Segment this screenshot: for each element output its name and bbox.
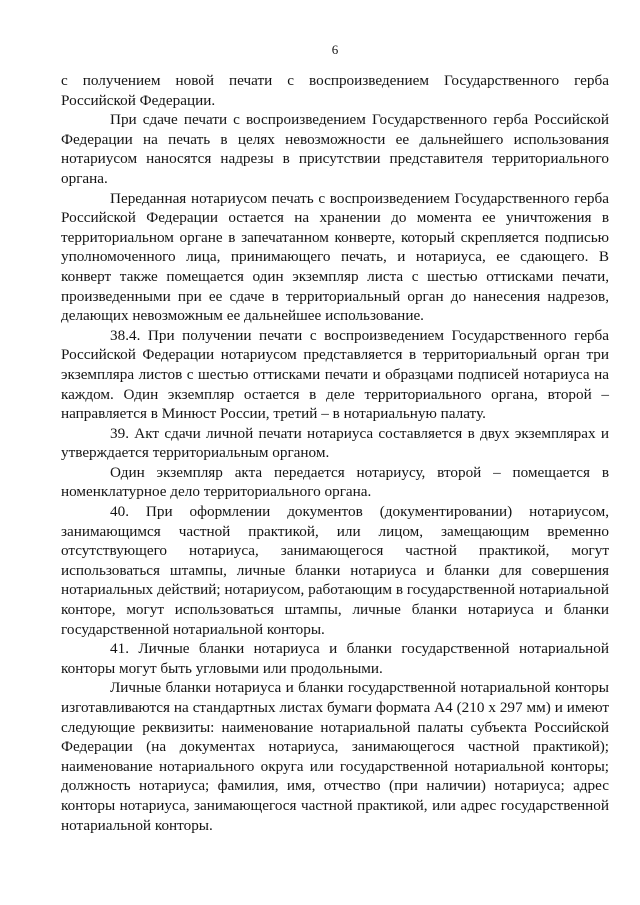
- paragraph-40: 40. При оформлении документов (документировании) нотариусом, занимающимся частной практикой, или лицом, замещающим временно отсутствующего нотариуса, занимающегося частной практикой, могут использоваться штампы, личные бланки нотариуса и бланки для совершения нотариальных действий; нотариусом, работающим в государственной нотариальной конторе, могут использоваться штампы, личные бланки нотариуса и бланки государственной нотариальной конторы.: [61, 503, 609, 638]
- paragraph-seal-storage: Переданная нотариусом печать с воспроизведением Государственного герба Российской Федерации остается на хранении до момента ее уничтожения в территориальном органе в запечатанном конверте, который скрепляется подписью уполномоченного лица, принимающего печать, и нотариуса, ее сдающего. В конверт также помещается один экземпляр листа с шестью оттисками печати, произведенными при ее сдаче в территориальный орган до нанесения надрезов, делающих невозможным ее дальнейшее использование.: [61, 189, 609, 325]
- paragraph-seal-handover: При сдаче печати с воспроизведением Государственного герба Российской Федерации на печать в целях невозможности ее дальнейшего использования нотариусом наносятся надрезы в присутствии представителя территориального органа.: [61, 111, 609, 187]
- paragraph-letterhead-requisites: Личные бланки нотариуса и бланки государственной нотариальной конторы изготавливаются на стандартных листах бумаги формата А4 (210 x 297 мм) и имеют следующие реквизиты: наименование нотариальной палаты субъекта Российской Федерации (на документах нотариуса, занимающегося частной практикой); наименование нотариального округа или государственной нотариальной конторы; должность нотариуса; фамилия, имя, отчество (при наличии) нотариуса; адрес конторы нотариуса, занимающегося частной практикой, или адрес государственной нотариальной конторы.: [61, 679, 609, 834]
- page-number: 6: [331, 42, 339, 57]
- paragraph-39: 39. Акт сдачи личной печати нотариуса составляется в двух экземплярах и утверждается территориальным органом.: [61, 424, 609, 462]
- paragraph-act-copy: Один экземпляр акта передается нотариусу, второй – помещается в номенклатурное дело территориального органа.: [61, 463, 609, 501]
- paragraph-continuation: с получением новой печати с воспроизведением Государственного герба Российской Федерации.: [61, 72, 609, 109]
- paragraph-41: 41. Личные бланки нотариуса и бланки государственной нотариальной конторы могут быть угловыми или продольными.: [61, 640, 609, 677]
- paragraph-38-4: 38.4. При получении печати с воспроизведением Государственного герба Российской Федерации нотариусом представляется в территориальный орган три экземпляра листов с шестью оттисками печати и образцами подписей нотариуса на каждом. Один экземпляр остается в деле территориального органа, второй – направляется в Минюст России, третий – в нотариальную палату.: [61, 326, 609, 423]
